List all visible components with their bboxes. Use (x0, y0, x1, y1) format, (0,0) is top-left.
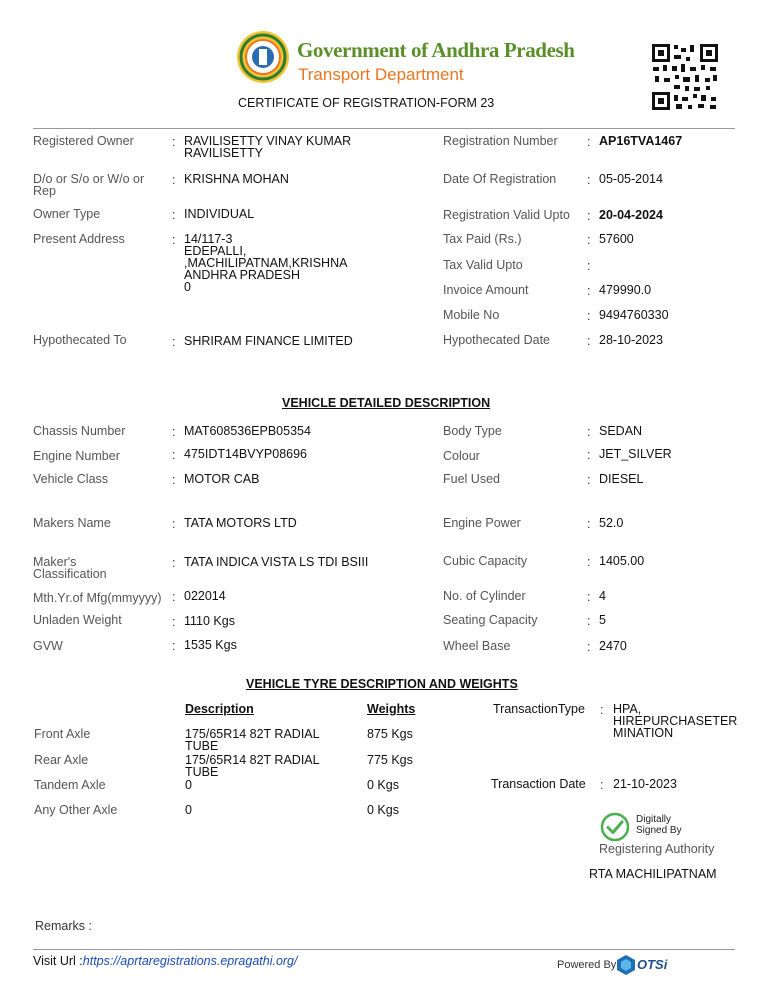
colon: : (587, 233, 591, 247)
vehicle-section-title: VEHICLE DETAILED DESCRIPTION (282, 396, 491, 410)
colon: : (587, 640, 591, 654)
rta-office: RTA MACHILIPATNAM (589, 867, 717, 881)
table-row-weight: 875 Kgs (367, 727, 413, 741)
label-mobile-no: Mobile No (443, 308, 500, 322)
tyre-col-description: Description (185, 702, 254, 716)
otsi-logo-icon (617, 955, 635, 975)
registration-number-value: AP16TVA1467 (599, 134, 683, 148)
powered-by-text: Powered By (557, 959, 617, 971)
colon: : (587, 284, 591, 298)
unladen-weight-value: 1110 Kgs (184, 614, 235, 628)
mobile-no-value: 9494760330 (599, 308, 669, 322)
colon: : (587, 135, 591, 149)
label-relation: D/o or S/o or W/o or Rep (33, 172, 145, 198)
colon: : (587, 173, 591, 187)
colon: : (587, 517, 591, 531)
colon: : (172, 173, 176, 187)
table-row-description: 175/65R14 82T RADIAL TUBE (185, 753, 320, 779)
registered-owner-value: RAVILISETTY VINAY KUMAR RAVILISETTY (184, 134, 352, 160)
hypothecated-to-value: SHRIRAM FINANCE LIMITED (184, 334, 353, 348)
label-unladen-weight: Unladen Weight (33, 613, 122, 627)
colon: : (587, 555, 591, 569)
colon: : (172, 135, 176, 149)
checkmark-icon (600, 812, 630, 842)
table-row-description: 0 (185, 778, 192, 792)
engine-power-value: 52.0 (599, 516, 624, 530)
table-row-axle: Tandem Axle (34, 778, 106, 792)
colon: : (587, 334, 591, 348)
colon: : (587, 473, 591, 487)
transaction-type-label: TransactionType (493, 702, 585, 716)
table-row-axle: Rear Axle (34, 753, 89, 767)
table-row-description: 175/65R14 82T RADIAL TUBE (185, 727, 320, 753)
colon: : (172, 208, 176, 222)
no-of-cylinder-value: 4 (599, 589, 606, 603)
colon: : (172, 615, 176, 629)
table-row-weight: 775 Kgs (367, 753, 413, 767)
label-hypothecated-date: Hypothecated Date (443, 333, 551, 347)
valid-upto-value: 20-04-2024 (599, 208, 663, 222)
hypothecated-date-value: 28-10-2023 (599, 333, 663, 347)
makers-name-value: TATA MOTORS LTD (184, 516, 297, 530)
signed-by-text: Signed By (636, 825, 682, 836)
colon: : (172, 473, 176, 487)
label-chassis-number: Chassis Number (33, 424, 126, 438)
header-divider (33, 128, 735, 129)
transaction-date-value: 21-10-2023 (613, 777, 677, 791)
otsi-text: OTSi (637, 957, 668, 972)
colon: : (587, 614, 591, 628)
engine-number-value: 475IDT14BVYP08696 (184, 447, 308, 461)
invoice-amount-value: 479990.0 (599, 283, 652, 297)
colon: : (172, 556, 176, 570)
dept-title: Transport Department (298, 65, 464, 84)
gvw-value: 1535 Kgs (184, 638, 237, 652)
makers-classification-value: TATA INDICA VISTA LS TDI BSIII (184, 555, 369, 569)
registering-authority: Registering Authority (599, 842, 715, 856)
remarks-label: Remarks : (35, 919, 92, 933)
table-row-axle: Any Other Axle (34, 803, 118, 817)
label-valid-upto: Registration Valid Upto (443, 208, 570, 222)
visit-url-label: Visit Url : (33, 954, 83, 968)
seating-capacity-value: 5 (599, 613, 606, 627)
visit-url-link[interactable]: https://aprtaregistrations.epragathi.org/ (82, 954, 298, 968)
label-seating-capacity: Seating Capacity (443, 613, 538, 627)
label-invoice-amount: Invoice Amount (443, 283, 529, 297)
ap-emblem-logo (235, 29, 291, 85)
label-tax-valid-upto: Tax Valid Upto (443, 258, 523, 272)
label-engine-number: Engine Number (33, 449, 120, 463)
wheel-base-value: 2470 (599, 639, 627, 653)
fuel-used-value: DIESEL (599, 472, 644, 486)
colon: : (172, 448, 176, 462)
vehicle-class-value: MOTOR CAB (184, 472, 260, 486)
label-hypothecated-to: Hypothecated To (33, 333, 127, 347)
transaction-date-label: Transaction Date (491, 777, 586, 791)
colon: : (587, 259, 591, 273)
label-no-of-cylinder: No. of Cylinder (443, 589, 526, 603)
label-registration-number: Registration Number (443, 134, 558, 148)
label-wheel-base: Wheel Base (443, 639, 511, 653)
visit-url-line (33, 954, 298, 968)
cubic-capacity-value: 1405.00 (599, 554, 645, 568)
label-owner-type: Owner Type (33, 207, 101, 221)
relation-value: KRISHNA MOHAN (184, 172, 289, 186)
table-row-weight: 0 Kgs (367, 803, 399, 817)
colon: : (172, 517, 176, 531)
form-title: CERTIFICATE OF REGISTRATION-FORM 23 (238, 96, 495, 110)
colour-value: JET_SILVER (599, 447, 672, 461)
qr-code (650, 42, 720, 112)
colon: : (172, 425, 176, 439)
colon: : (587, 425, 591, 439)
body-type-value: SEDAN (599, 424, 643, 438)
label-gvw: GVW (33, 639, 63, 653)
colon: : (587, 448, 591, 462)
label-mfg-year: Mth.Yr.of Mfg(mmyyyy) (33, 591, 162, 605)
tyre-col-weights: Weights (367, 702, 416, 716)
label-registered-owner: Registered Owner (33, 134, 134, 148)
colon: : (172, 590, 176, 604)
label-colour: Colour (443, 449, 480, 463)
colon: : (600, 703, 604, 717)
colon: : (587, 209, 591, 223)
colon: : (587, 590, 591, 604)
footer-divider (33, 949, 735, 950)
chassis-number-value: MAT608536EPB05354 (184, 424, 311, 438)
gov-title: Government of Andhra Pradesh (297, 38, 575, 62)
tyre-section-title: VEHICLE TYRE DESCRIPTION AND WEIGHTS (246, 677, 518, 691)
tax-paid-value: 57600 (599, 232, 634, 246)
label-present-address: Present Address (33, 232, 125, 246)
colon: : (587, 309, 591, 323)
colon: : (172, 233, 176, 247)
label-fuel-used: Fuel Used (443, 472, 500, 486)
colon: : (172, 335, 176, 349)
label-engine-power: Engine Power (443, 516, 521, 530)
transaction-type-value: HPA, HIREPURCHASETER MINATION (613, 702, 738, 740)
label-makers-classification: Maker's Classification (33, 555, 107, 581)
colon: : (600, 778, 604, 792)
table-row-axle: Front Axle (34, 727, 91, 741)
mfg-year-value: 022014 (184, 589, 226, 603)
colon: : (172, 639, 176, 653)
date-of-registration-value: 05-05-2014 (599, 172, 663, 186)
digitally-text: Digitally (636, 814, 672, 825)
present-address-value: 14/117-3 EDEPALLI, ,MACHILIPATNAM,KRISHNA ANDHRA PRADESH 0 (184, 232, 348, 294)
label-date-of-registration: Date Of Registration (443, 172, 557, 186)
label-cubic-capacity: Cubic Capacity (443, 554, 528, 568)
owner-type-value: INDIVIDUAL (184, 207, 255, 221)
table-row-description: 0 (185, 803, 192, 817)
label-body-type: Body Type (443, 424, 502, 438)
label-tax-paid: Tax Paid (Rs.) (443, 232, 522, 246)
label-makers-name: Makers Name (33, 516, 111, 530)
label-vehicle-class: Vehicle Class (33, 472, 109, 486)
table-row-weight: 0 Kgs (367, 778, 399, 792)
